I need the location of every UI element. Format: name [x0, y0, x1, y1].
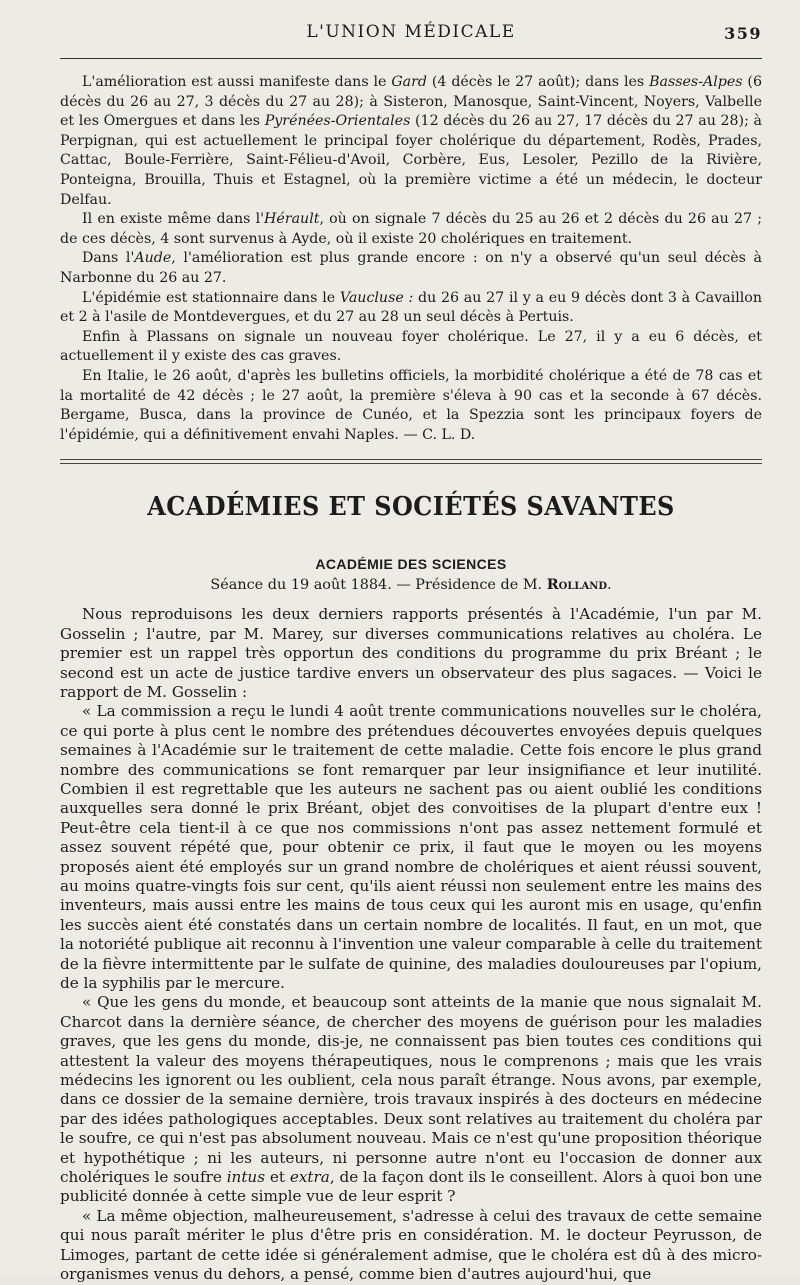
text-run: Pyrénées-Orientales — [264, 113, 411, 130]
paragraph — [60, 289, 762, 328]
paragraph — [60, 605, 762, 702]
text-run: intus — [226, 1168, 266, 1187]
text-run: Aude — [134, 250, 172, 267]
text-run: du 26 au 27 il y a eu 9 décès dont 3 à Cavaillon et 2 à l'asile de Montdevergues, et du 27 au 28 un seul décès à Pertuis. — [60, 289, 762, 326]
paragraph — [60, 993, 762, 1206]
seance-president: Rolland — [546, 576, 608, 594]
text-run: Gard — [391, 74, 427, 90]
text-run: « La même objection, malheureusement, s'adresse à celui des travaux de cette semaine qui nous paraît mériter le plus d'être pris en considération. M. le docteur Peyrusson, de Limoges, partant de cette idée si généralement admise, que le choléra est dû à des micro-organismes venus du dehors, a pensé, comme bien d'autres aujourd'hui, que — [60, 1206, 762, 1284]
seance-date: Séance du 19 août 1884. — Présidence de M. — [210, 577, 547, 594]
text-run: Enfin à Plassans on signale un nouveau foyer cholérique. Le 27, il y a eu 6 décès, et actuellement il y existe des cas graves. — [60, 328, 762, 365]
text-run: et — [265, 1168, 290, 1187]
text-run: Dans l' — [82, 250, 135, 267]
text-run: Basses-Alpes — [649, 74, 743, 90]
text-run: Hérault — [264, 211, 320, 228]
academy-report — [60, 605, 762, 1284]
text-run: Il en existe même dans l' — [82, 211, 265, 228]
journal-title: L'UNION MÉDICALE — [306, 22, 516, 42]
text-run: « Que les gens du monde, et beaucoup sont atteints de la manie que nous signalait M. Charcot dans la dernière séance, de chercher des moyens de guérison pour les maladies graves, que les gens du monde, dis-je, ne connaissent pas bien toutes ces conditions qui attestent la valeur des moyens thérapeutiques, nous le comprenons ; mais que les vrais médecins les ignorent ou les oublient, cela nous paraît étrange. Nous avons, par exemple, dans ce dossier de la semaine dernière, trois travaux inspirés à des docteurs en médecine par des idées pathologiques acceptables. Deux sont relatives au traitement du choléra par le soufre, ce qui n'est pas absolument nouveau. Mais ce n'est qu'une proposition théorique et hypothétique ; ni les auteurs, ni personne autre n'ont eu l'occasion de donner aux cholériques le soufre — [60, 993, 762, 1187]
paragraph — [60, 210, 762, 249]
text-run: , l'amélioration est plus grande encore : on n'y a observé qu'un seul décès à Narbonne du 26 au 27. — [60, 250, 762, 286]
paragraph — [60, 367, 762, 445]
page-number: 359 — [724, 24, 762, 43]
text-run: , de la façon dont ils le conseillent. Alors à quoi bon une publicité donnée à cette simple vue de leur esprit ? — [60, 1168, 763, 1206]
text-run: Vaucluse : — [339, 289, 414, 306]
header-rule — [60, 58, 762, 59]
text-run: (6 décès du 26 au 27, 3 décès du 27 au 28); à Sisteron, Manosque, Saint-Vincent, Noyers, Valbelle et les Omergues et dans les — [60, 74, 762, 130]
text-run: L'amélioration est aussi manifeste dans le — [82, 74, 392, 90]
text-run: L'épidémie est stationnaire dans le — [82, 289, 340, 306]
epidemic-report — [60, 73, 762, 445]
text-run: En Italie, le 26 août, d'après les bulletins officiels, la morbidité cholérique a été de 78 cas et la mortalité de 42 décès ; le 27 août, la première s'éleva à 90 cas et la seconde à 67 décès. Bergame, Busca, dans la province de Cunéo, et la Spezzia sont les principaux foyers de l'épidémie, qui a définitivement envahi Naples. — C. L. D. — [60, 367, 762, 443]
text-run: (4 décès le 27 août); dans les — [426, 74, 650, 90]
paragraph — [60, 73, 762, 210]
running-header — [60, 22, 762, 52]
text-run: extra — [289, 1168, 330, 1187]
paragraph — [60, 249, 762, 288]
text-run: , où on signale 7 décès du 25 au 26 et 2 décès du 26 au 27 ; de ces décès, 4 sont survenus à Ayde, où il existe 20 cholériques en traitement. — [60, 211, 762, 247]
seance-end: . — [607, 577, 612, 594]
paragraph — [60, 1207, 762, 1285]
section-title: ACADÉMIES ET SOCIÉTÉS SAVANTES — [147, 492, 675, 523]
paragraph — [60, 702, 762, 993]
seance-line — [60, 576, 762, 593]
section-divider — [60, 459, 762, 464]
paragraph — [60, 328, 762, 367]
text-run: (12 décès du 26 au 27, 17 décès du 27 au 28); à Perpignan, qui est actuellement le principal foyer cholérique du département, Rodès, Prades, Cattac, Boule-Ferrière, Saint-Félieu-d'Avoil, Corbère, Eus, Lesoler, Pezillo de la Rivière, Ponteigna, Brouilla, Thuis et Estagnel, où la première victime a été un médecin, le docteur Delfau. — [60, 113, 762, 208]
section-subtitle: ACADÉMIE DES SCIENCES — [315, 556, 507, 573]
text-run: « La commission a reçu le lundi 4 août trente communications nouvelles sur le choléra, ce qui porte à plus cent le nombre des prétendues découvertes envoyées depuis quelques semaines à l'Académie sur le traitement de cette maladie. Cette fois encore le plus grand nombre des communications se font remarquer par leur insignifiance et leur inutilité. Combien il est regrettable que les auteurs ne sachent pas ou aient oublié les conditions auxquelles sera donné le prix Bréant, objet des convoitises de la plupart d'entre eux ! Peut-être cela tient-il à ce que nos commissions n'ont pas assez nettement formulé et assez souvent répété que, pour obtenir ce prix, il faut que le moyen ou les moyens proposés aient été employés sur un grand nombre de cholériques et aient réussi souvent, au moins quatre-vingts fois sur cent, qu'ils aient réussi non seulement entre les mains des inventeurs, mais aussi entre les mains de tous ceux qui les auront mis en usage, qu'enfin les succès aient été constatés dans un certain nombre de localités. Il faut, en un mot, que la notoriété publique ait reconnu à l'invention une valeur comparable à celle du traitement de la fièvre intermittente par le sulfate de quinine, des maladies douloureuses par l'opium, de la syphilis par le mercure. — [60, 702, 762, 992]
text-run: Nous reproduisons les deux derniers rapports présentés à l'Académie, l'un par M. Gosselin ; l'autre, par M. Marey, sur diverses communications relatives au choléra. Le premier est un rappel très opportun des conditions du programme du prix Bréant ; le second est un acte de justice tardive envers un observateur des plus sagaces. — Voici le rapport de M. Gosselin : — [60, 605, 762, 701]
